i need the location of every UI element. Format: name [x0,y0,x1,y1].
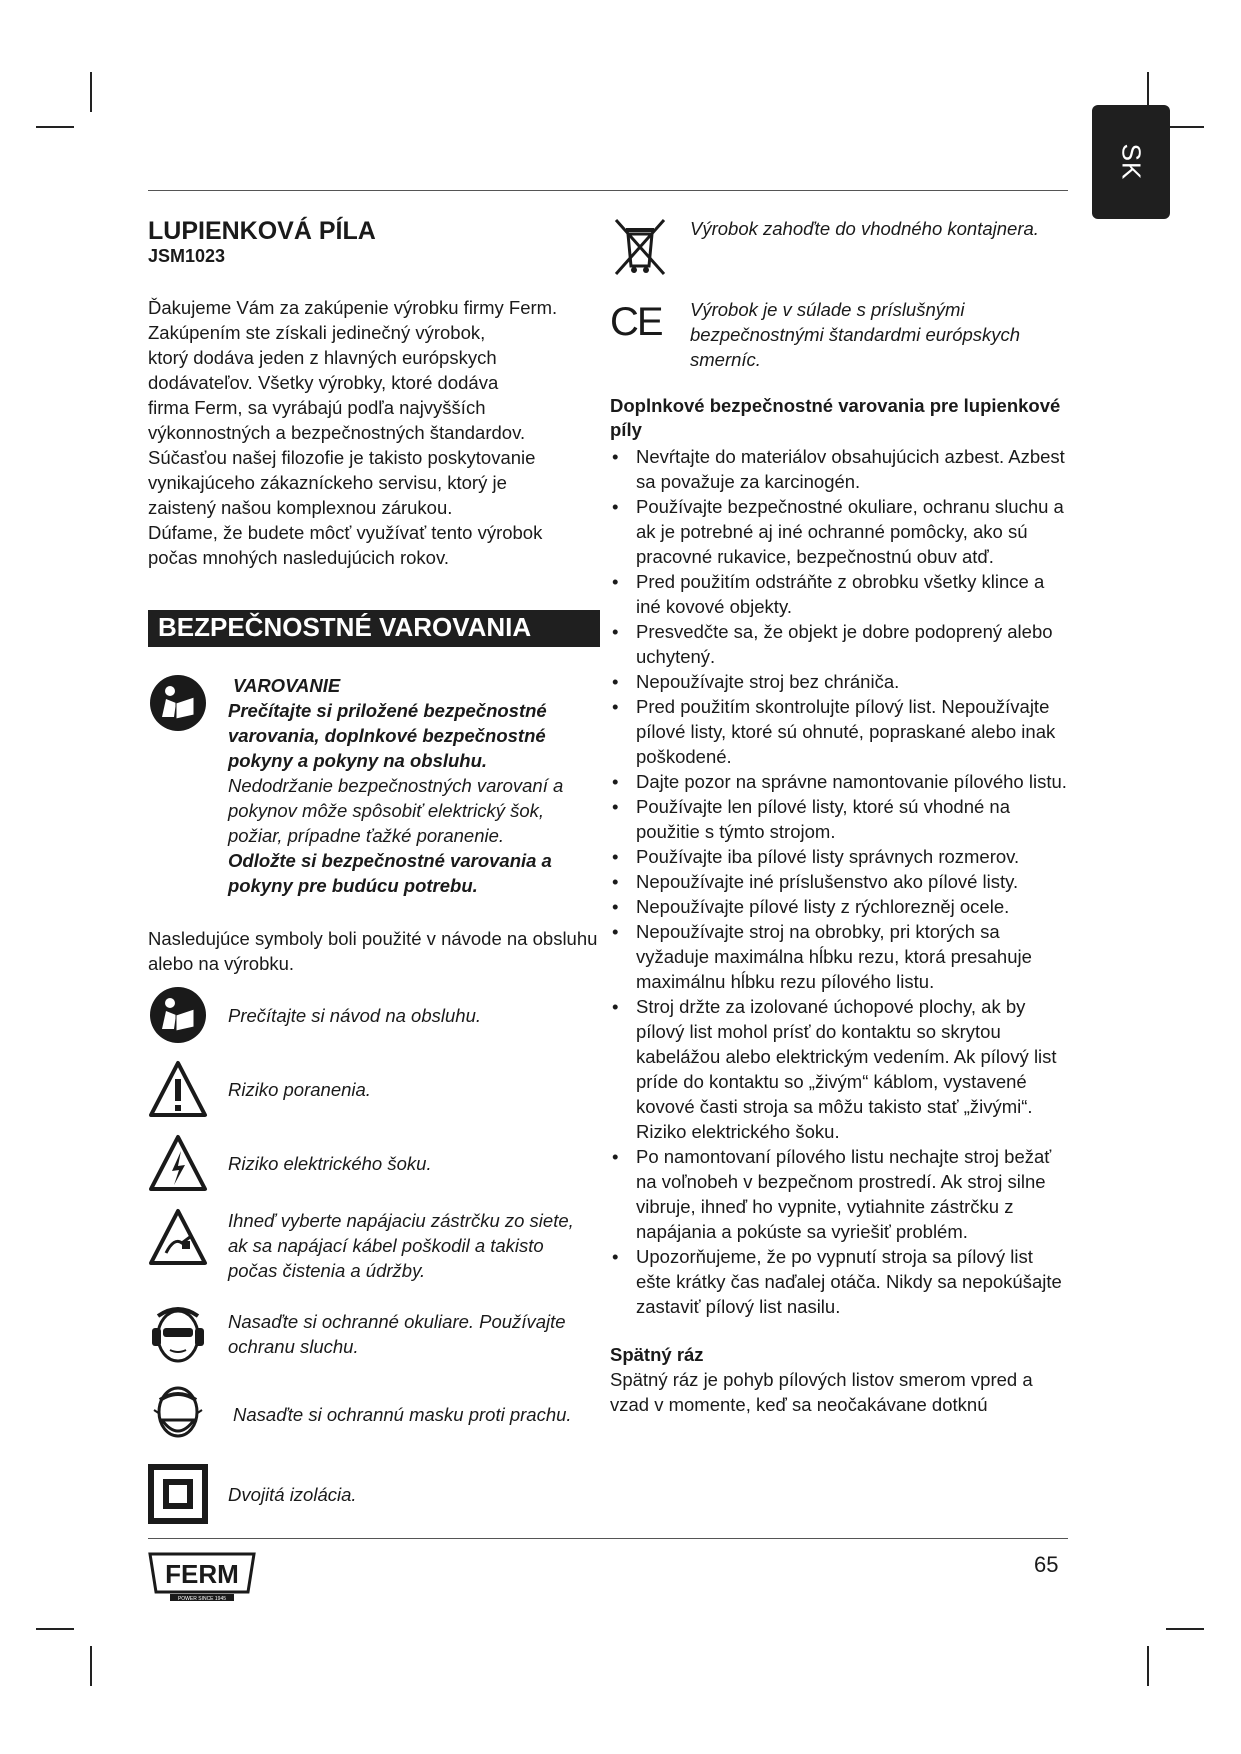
list-item: • Pred použitím skontrolujte pílový list. Nepoužívajte pílové listy, ktoré sú ohnuté, popraskané alebo inak poškodené. [610,694,1070,769]
intro-line: Zakúpením ste získali jedinečný výrobok, [148,322,486,343]
kickback-text: Spätný ráz je pohyb pílových listov smerom vpred a vzad v momente, keď sa neočakávane dotknú [610,1369,1033,1415]
list-item: • Pred použitím odstráňte z obrobku všetky klince a iné kovové objekty. [610,569,1070,619]
intro-line: dodávateľov. Všetky výrobky, ktoré dodáva [148,372,499,393]
list-item: • Nepoužívajte iné príslušenstvo ako pílové listy. [610,869,1070,894]
symbol-label: Dvojitá izolácia. [228,1483,357,1505]
list-item: • Používajte bezpečnostné okuliare, ochranu sluchu a ak je potrebné aj iné ochranné pomôcky, ako sú pracovné rukavice, bezpečnostnú obuv atď. [610,494,1070,569]
disposal-text: Výrobok zahoďte do vhodného kontajnera. [690,218,1039,239]
intro-line: zaistený našou komplexnou zárukou. [148,497,453,518]
symbol-row [148,1461,598,1527]
intro-line: vynikajúceho zákazníckeho servisu, ktorý je [148,472,507,493]
wheelie-bin-crossed-icon [610,216,690,283]
symbol-row [148,1204,598,1283]
right-column [610,216,1070,1417]
goggles-earmuffs-icon [148,1301,228,1367]
warning-block [148,673,598,898]
model-number: JSM1023 [148,246,226,266]
symbol-label: Prečítajte si návod na obsluhu. [228,1004,481,1026]
symbol-row [148,1130,598,1196]
list-item: • Po namontovaní pílového listu nechajte stroj bežať na voľnobeh v bezpečnom prostredí. Ak stroj silne vibruje, ihneď ho vypnite, vytiahnite zástrčku z napájania a pokúste sa vyriešiť problém. [610,1144,1070,1244]
list-item: • Presvedčte sa, že objekt je dobre podoprený alebo uchytený. [610,619,1070,669]
warnings-list [610,444,1070,1319]
symbol-row [148,1056,598,1122]
additional-warnings-heading: Doplnkové bezpečnostné varovania pre lupienkové píly [610,395,1061,440]
page-number: 65 [1034,1552,1059,1577]
symbol-row [148,1381,598,1447]
list-item: • Používajte len pílové listy, ktoré sú vhodné na použitie s týmto strojom. [610,794,1070,844]
section-heading: BEZPEČNOSTNÉ VAROVANIA [148,610,600,647]
list-item: • Dajte pozor na správne namontovanie pílového listu. [610,769,1070,794]
intro-line: Dúfame, že budete môcť využívať tento výrobok [148,522,543,543]
list-item: • Nepoužívajte stroj bez chrániča. [610,669,1070,694]
crop-mark [90,1646,92,1686]
bottom-rule [148,1538,1068,1539]
double-insulation-icon [148,1461,228,1527]
warning-heading: VAROVANIE [233,675,341,696]
list-item: • Nepoužívajte pílové listy z rýchlorezněj ocele. [610,894,1070,919]
list-item: • Nepoužívajte stroj na obrobky, pri ktorých sa vyžaduje maximálna hĺbku rezu, ktorá presahuje maximálnu hĺbku rezu pílového listu. [610,919,1070,994]
crop-mark [36,126,74,128]
intro-paragraph [148,295,598,570]
symbol-label: Nasaďte si ochranné okuliare. Používajte ochranu sluchu. [228,1311,566,1357]
ferm-logo [148,1552,256,1602]
read-manual-icon [148,982,228,1048]
language-tab-label: SK [1116,143,1147,181]
injury-risk-icon [148,1056,228,1122]
symbol-row [148,982,598,1048]
crop-mark [90,72,92,112]
crop-mark [1166,126,1204,128]
intro-line: Ďakujeme Vám za zakúpenie výrobku firmy Ferm. [148,297,558,318]
crop-mark [36,1628,74,1630]
symbol-row [148,1301,598,1367]
crop-mark [1166,1628,1204,1630]
symbol-label: Riziko elektrického šoku. [228,1152,432,1174]
disposal-row [610,216,1070,283]
read-manual-icon [148,673,228,898]
list-item: • Stroj držte za izolované úchopové plochy, ak by pílový list mohol prísť do kontaktu so skrytou kabelážou alebo elektrickým vedením. Ak pílový list príde do kontaktu so „živým“ káblom, vystavené kovové časti stroja sa môžu takisto stať „živými“. Riziko elektrického šoku. [610,994,1070,1144]
intro-line: počas mnohých nasledujúcich rokov. [148,547,449,568]
intro-line: výkonnostných a bezpečnostných štandardov. [148,422,526,443]
list-item: • Používajte iba pílové listy správnych rozmerov. [610,844,1070,869]
warning-bold-text: Prečítajte si priložené bezpečnostné varovania, doplnkové bezpečnostné pokyny a pokyny na obsluhu. [228,700,547,771]
logo-subtitle: POWER SINCE 1945 [177,1596,227,1602]
ce-mark: CE [610,300,662,344]
ce-text: Výrobok je v súlade s príslušnými bezpečnostnými štandardmi európskych smerníc. [690,299,1021,370]
symbols-intro: Nasledujúce symboly boli použité v návode na obsluhu alebo na výrobku. [148,928,598,974]
language-tab [1092,105,1170,219]
crop-mark [1147,1646,1149,1686]
symbol-label: Riziko poranenia. [228,1078,371,1100]
symbol-label: Nasaďte si ochrannú masku proti prachu. [233,1403,572,1425]
symbol-label: Ihneď vyberte napájaciu zástrčku zo siete, ak sa napájací kábel poškodil a takisto počas čistenia a údržby. [228,1210,574,1281]
page-title: LUPIENKOVÁ PÍLA [148,217,376,245]
list-item: • Nevŕtajte do materiálov obsahujúcich azbest. Azbest sa považuje za karcinogén. [610,444,1070,494]
logo-text: FERM [165,1559,239,1589]
kickback-heading: Spätný ráz [610,1344,704,1365]
intro-line: Súčasťou našej filozofie je takisto poskytovanie [148,447,536,468]
intro-line: firma Ferm, sa vyrábajú podľa najvyšších [148,397,486,418]
warning-keep-text: Odložte si bezpečnostné varovania a pokyny pre budúcu potrebu. [228,850,552,896]
dust-mask-icon [148,1381,228,1447]
left-column [148,216,598,1527]
electric-shock-icon [148,1130,228,1196]
warning-italic-text: Nedodržanie bezpečnostných varovaní a pokynov môže spôsobiť elektrický šok, požiar, prípadne ťažké poranenie. [228,775,564,846]
top-rule [148,190,1068,191]
unplug-icon [148,1204,228,1270]
ce-row [610,297,1070,372]
list-item: • Upozorňujeme, že po vypnutí stroja sa pílový list ešte krátky čas naďalej otáča. Nikdy sa nepokúšajte zastaviť pílový list nasilu. [610,1244,1070,1319]
intro-line: ktorý dodáva jeden z hlavných európskych [148,347,497,368]
